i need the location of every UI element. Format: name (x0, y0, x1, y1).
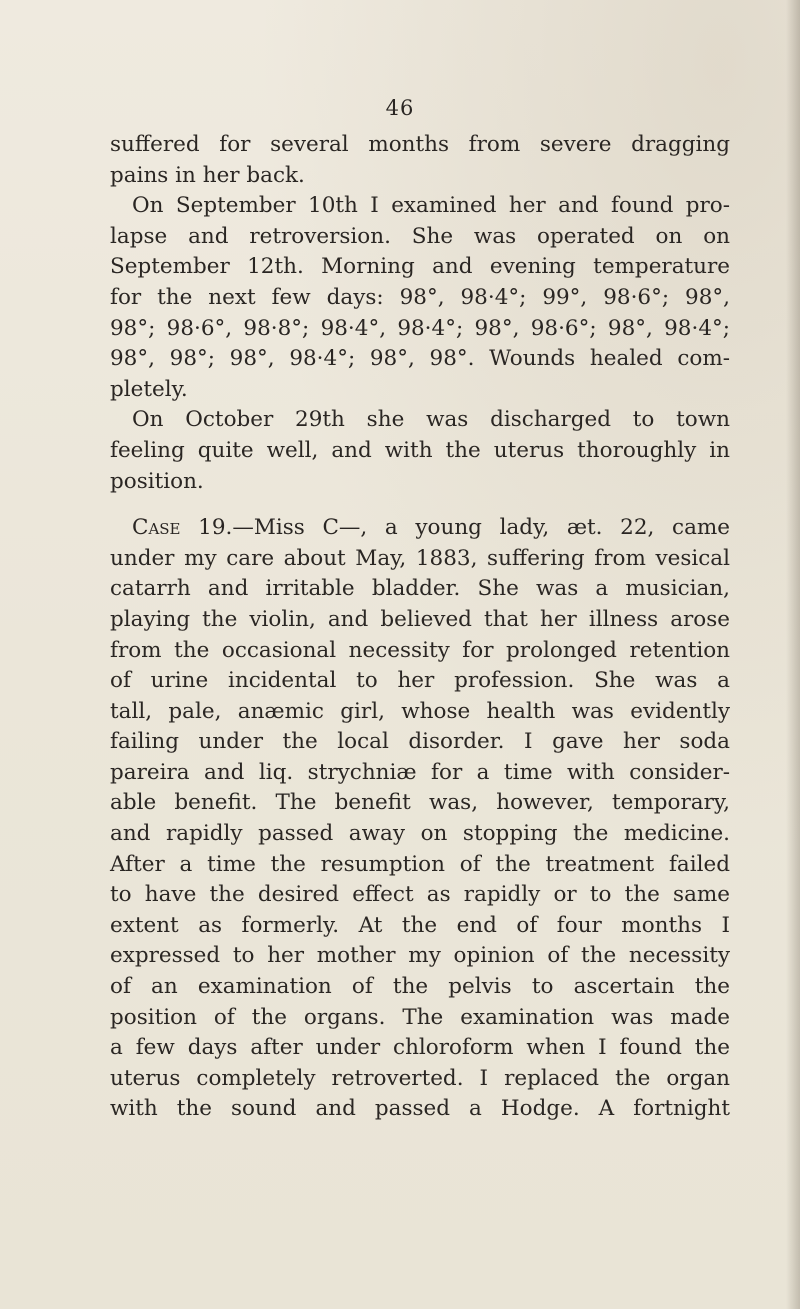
text-line: extent as formerly. At the end of four months I (110, 912, 730, 938)
text-line: 98°; 98·6°, 98·8°; 98·4°, 98·4°; 98°, 98·6°; 98°, 98·4°; (110, 315, 730, 341)
text-line: for the next few days: 98°, 98·4°; 99°, 98·6°; 98°, (110, 284, 730, 310)
text-line: September 12th. Morning and evening temperature (110, 254, 730, 280)
text-line: 98°, 98°; 98°, 98·4°; 98°, 98°. Wounds healed com- (110, 346, 730, 372)
text-line: position of the organs. The examination was made (110, 1004, 730, 1030)
text-line: from the occasional necessity for prolonged retention (110, 637, 730, 663)
body-text (110, 130, 730, 1125)
paragraph-2 (110, 191, 730, 405)
text-line: On September 10th I examined her and found pro- (132, 193, 730, 219)
text-line: position. (110, 468, 204, 494)
text-line: of urine incidental to her profession. She was a (110, 668, 730, 694)
text-line: catarrh and irritable bladder. She was a musician, (110, 576, 730, 602)
page-number: 46 (385, 96, 415, 120)
text-line: pletely. (110, 376, 188, 402)
case-label: Case (132, 515, 181, 541)
case-19-paragraph (110, 513, 730, 1125)
text-line (110, 513, 730, 544)
text-line: under my care about May, 1883, suffering from vesical (110, 545, 730, 571)
case-heading-text: 19.—Miss C—, a young lady, æt. 22, came (180, 515, 730, 541)
text-line: expressed to her mother my opinion of the necessity (110, 943, 730, 969)
text-line: to have the desired effect as rapidly or to the same (110, 882, 730, 908)
text-line: uterus completely retroverted. I replaced the organ (110, 1065, 730, 1091)
text-line: After a time the resumption of the treatment failed (110, 851, 730, 877)
paragraph-1 (110, 130, 730, 191)
paragraph-3 (110, 405, 730, 497)
text-line: suffered for several months from severe dragging (110, 132, 730, 157)
text-line: able benefit. The benefit was, however, temporary, (110, 790, 730, 816)
text-line: and rapidly passed away on stopping the medicine. (110, 821, 730, 847)
text-line: pareira and liq. strychniæ for a time with consider- (110, 759, 730, 785)
page-edge-shadow (786, 0, 800, 1309)
text-line: playing the violin, and believed that her illness arose (110, 606, 730, 632)
text-line: tall, pale, anæmic girl, whose health was evidently (110, 698, 730, 724)
text-line: feeling quite well, and with the uterus thoroughly in (110, 437, 730, 463)
text-line: with the sound and passed a Hodge. A fortnight (110, 1096, 730, 1122)
text-line: of an examination of the pelvis to ascertain the (110, 974, 730, 1000)
text-line: a few days after under chloroform when I found the (110, 1035, 730, 1061)
paragraph-gap (110, 497, 730, 513)
text-line: pains in her back. (110, 162, 305, 188)
text-line: failing under the local disorder. I gave her soda (110, 729, 730, 755)
text-line: lapse and retroversion. She was operated on on (110, 223, 730, 249)
text-line: On October 29th she was discharged to town (132, 407, 730, 433)
